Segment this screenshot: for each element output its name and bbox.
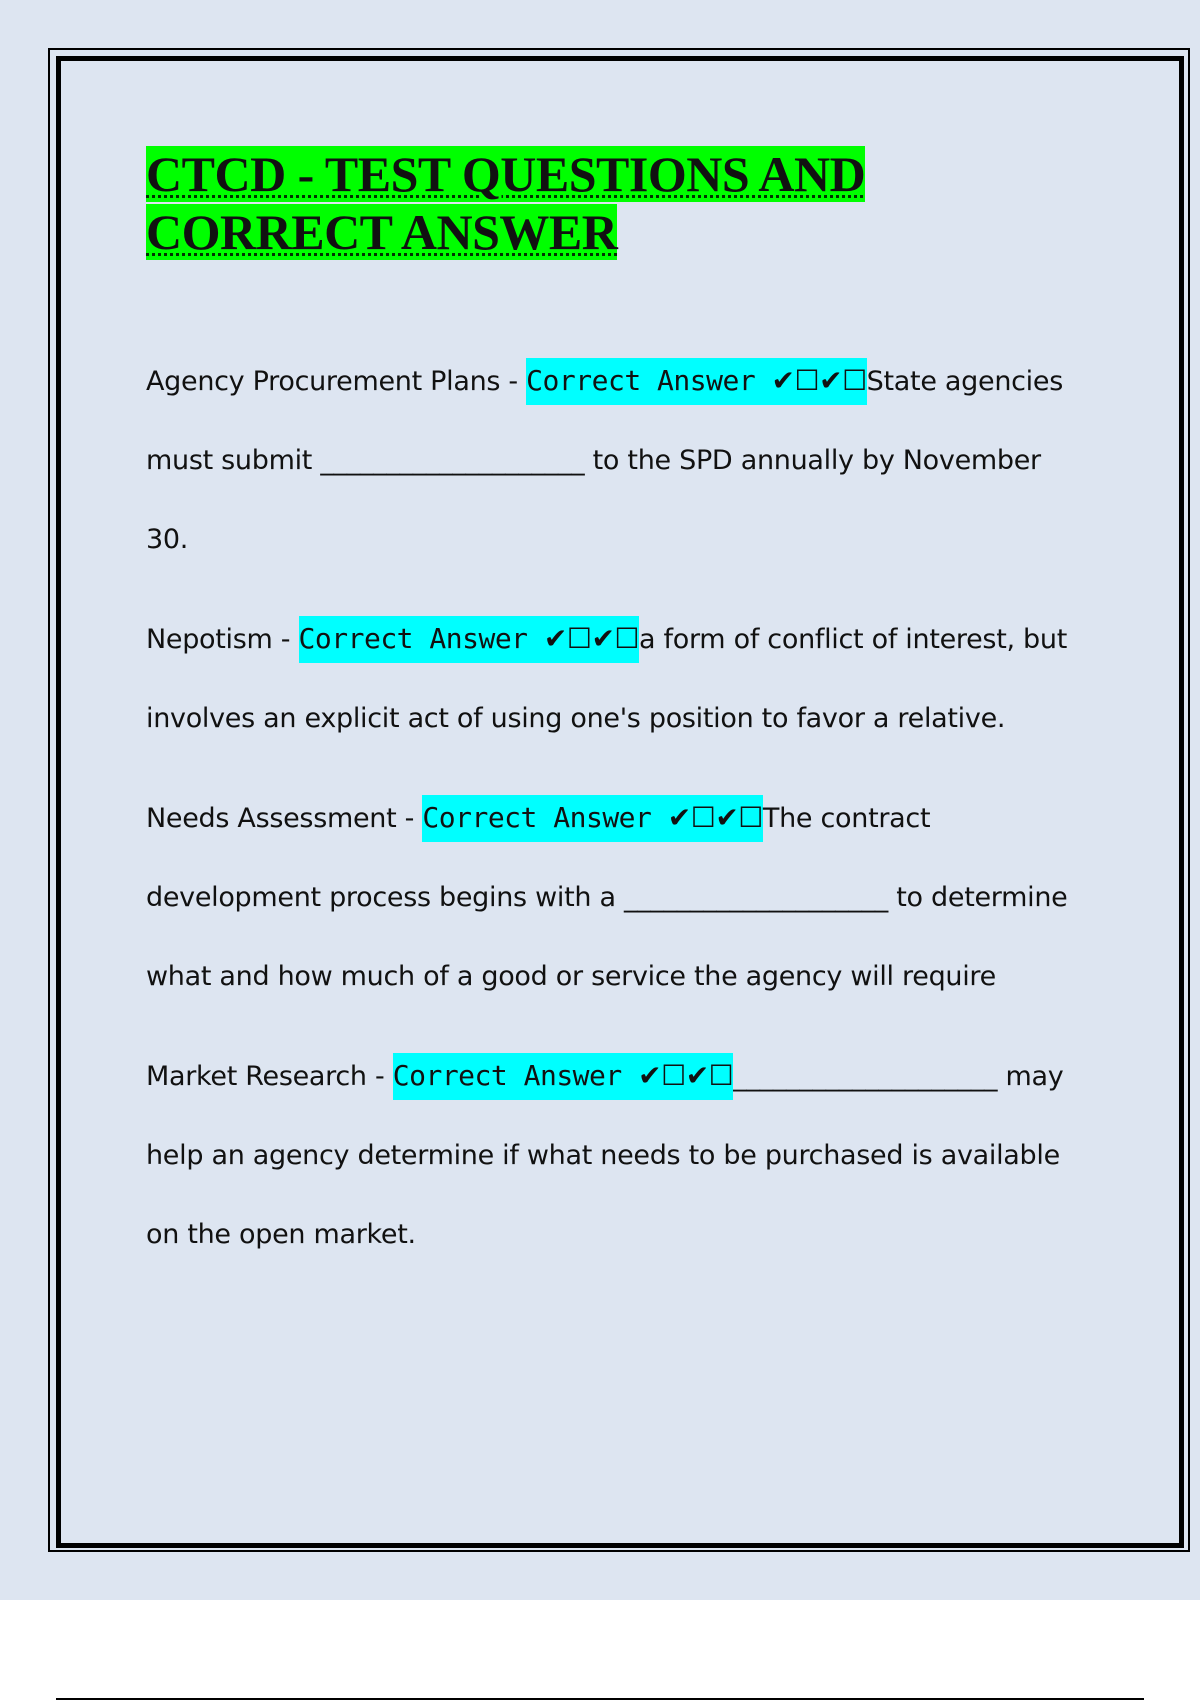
document-content	[146, 145, 1086, 1294]
correct-answer-label: Correct Answer	[298, 622, 528, 655]
checkmark-box-icon: ✔☐✔☐	[638, 1059, 734, 1092]
qa-term: Needs Assessment -	[146, 803, 423, 834]
qa-term: Nepotism -	[146, 624, 299, 655]
qa-term: Agency Procurement Plans -	[146, 366, 527, 397]
document-title: CTCD - TEST QUESTIONS AND CORRECT ANSWER	[146, 146, 866, 260]
qa-answer: ____________________ may help an agency determine if what needs to be purchased is available on the open market.	[146, 1061, 1064, 1250]
qa-item	[146, 1036, 1086, 1274]
checkmark-box-icon: ✔☐✔☐	[771, 364, 867, 397]
correct-answer-label: Correct Answer	[422, 801, 652, 834]
correct-answer-highlight	[422, 795, 763, 842]
correct-answer-highlight	[526, 358, 867, 405]
qa-item	[146, 778, 1086, 1016]
correct-answer-label: Correct Answer	[392, 1059, 622, 1092]
checkmark-box-icon: ✔☐✔☐	[667, 801, 763, 834]
qa-term: Market Research -	[146, 1061, 393, 1092]
correct-answer-label: Correct Answer	[526, 364, 756, 397]
qa-item	[146, 599, 1086, 758]
qa-answer: a form of conflict of interest, but involves an explicit act of using one's position to favor a relative.	[146, 624, 1067, 734]
checkmark-box-icon: ✔☐✔☐	[543, 622, 640, 655]
qa-answer: State agencies must submit ____________________ to the SPD annually by November 30.	[146, 366, 1063, 555]
correct-answer-highlight	[393, 1053, 734, 1100]
qa-item	[146, 341, 1086, 579]
correct-answer-highlight	[299, 616, 640, 663]
qa-answer: The contract development process begins with a ____________________ to determine what and how much of a good or service the agency will require	[146, 803, 1068, 992]
